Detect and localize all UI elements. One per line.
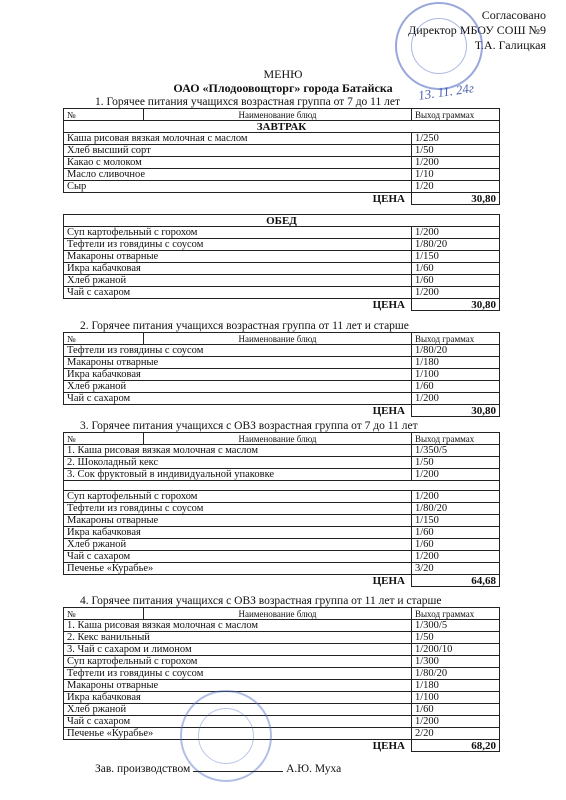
column-header-name: Наименование блюд bbox=[144, 109, 412, 121]
dish-name: 1. Каша рисовая вязкая молочная с маслом bbox=[64, 445, 412, 457]
section4-table bbox=[63, 607, 500, 752]
dish-yield: 1/350/5 bbox=[412, 445, 500, 457]
dish-yield: 1/200 bbox=[412, 491, 500, 503]
section2-heading: 2. Горячее питания учащихся возрастная группа от 11 лет и старше bbox=[80, 320, 409, 332]
dish-yield: 1/100 bbox=[412, 692, 500, 704]
table-row bbox=[64, 275, 500, 287]
dish-yield: 1/200/10 bbox=[412, 644, 500, 656]
dish-name: Чай с сахаром bbox=[64, 393, 412, 405]
dish-yield: 1/80/20 bbox=[412, 503, 500, 515]
price-label: ЦЕНА bbox=[372, 739, 405, 752]
dish-yield: 1/60 bbox=[412, 381, 500, 393]
dish-yield: 1/200 bbox=[412, 716, 500, 728]
dish-yield: 1/200 bbox=[412, 551, 500, 563]
table-row bbox=[64, 632, 500, 644]
dish-yield: 1/50 bbox=[412, 145, 500, 157]
document-title: МЕНЮ bbox=[263, 67, 303, 81]
table-row bbox=[64, 157, 500, 169]
section4-price: 68,20 bbox=[412, 740, 500, 752]
price-label: ЦЕНА bbox=[372, 574, 405, 587]
table-row bbox=[64, 181, 500, 193]
dish-name: 3. Сок фруктовый в индивидуальной упаковке bbox=[64, 469, 412, 481]
column-header-yield: Выход граммах bbox=[412, 608, 500, 620]
table-row bbox=[64, 704, 500, 716]
dish-yield: 1/200 bbox=[412, 157, 500, 169]
dish-yield: 1/180 bbox=[412, 357, 500, 369]
table-row bbox=[64, 369, 500, 381]
dish-name: Печенье «Курабье» bbox=[64, 563, 412, 575]
footer-name: А.Ю. Муха bbox=[286, 763, 342, 775]
dish-yield: 1/300 bbox=[412, 656, 500, 668]
dish-yield: 1/200 bbox=[412, 469, 500, 481]
dish-name: Чай с сахаром bbox=[64, 716, 412, 728]
dish-name: Икра кабачковая bbox=[64, 369, 412, 381]
section4-heading: 4. Горячее питания учащихся с ОВЗ возрастная группа от 11 лет и старше bbox=[80, 595, 442, 607]
section1-heading: 1. Горячее питания учащихся возрастная группа от 7 до 11 лет bbox=[95, 96, 401, 108]
dish-name: Икра кабачковая bbox=[64, 527, 412, 539]
table-row bbox=[64, 527, 500, 539]
table-row bbox=[64, 551, 500, 563]
price-label: ЦЕНА bbox=[372, 192, 405, 205]
dish-yield: 1/200 bbox=[412, 227, 500, 239]
dish-yield: 1/80/20 bbox=[412, 668, 500, 680]
table-row bbox=[64, 644, 500, 656]
dish-yield: 1/50 bbox=[412, 457, 500, 469]
column-header-name: Наименование блюд bbox=[144, 333, 412, 345]
dish-yield: 1/60 bbox=[412, 539, 500, 551]
column-header-name: Наименование блюд bbox=[144, 433, 412, 445]
dish-name: 1. Каша рисовая вязкая молочная с маслом bbox=[64, 620, 412, 632]
table-row bbox=[64, 457, 500, 469]
dish-name: 3. Чай с сахаром и лимоном bbox=[64, 644, 412, 656]
footer-signature bbox=[95, 761, 341, 775]
dish-yield: 1/20 bbox=[412, 181, 500, 193]
section1-lunch-table bbox=[63, 214, 500, 311]
lunch-label: ОБЕД bbox=[64, 215, 500, 227]
section3-heading: 3. Горячее питания учащихся с ОВЗ возрастная группа от 7 до 11 лет bbox=[80, 420, 418, 432]
dish-yield: 1/10 bbox=[412, 169, 500, 181]
table-row bbox=[64, 287, 500, 299]
table-row bbox=[64, 469, 500, 481]
column-header-num: № bbox=[64, 608, 144, 620]
table-row bbox=[64, 680, 500, 692]
section1-breakfast-price: 30,80 bbox=[412, 193, 500, 205]
dish-yield: 1/250 bbox=[412, 133, 500, 145]
dish-name: Хлеб ржаной bbox=[64, 539, 412, 551]
spacer-row bbox=[64, 481, 500, 491]
dish-name: Икра кабачковая bbox=[64, 263, 412, 275]
table-row bbox=[64, 251, 500, 263]
table-row bbox=[64, 169, 500, 181]
section1-breakfast-table bbox=[63, 108, 500, 205]
dish-yield: 1/150 bbox=[412, 251, 500, 263]
table-row bbox=[64, 620, 500, 632]
dish-name: Тефтели из говядины с соусом bbox=[64, 239, 412, 251]
table-row bbox=[64, 716, 500, 728]
dish-name: Хлеб ржаной bbox=[64, 381, 412, 393]
table-row bbox=[64, 728, 500, 740]
dish-name: Масло сливочное bbox=[64, 169, 412, 181]
column-header-num: № bbox=[64, 433, 144, 445]
section1-lunch-price: 30,80 bbox=[412, 299, 500, 311]
dish-name: Хлеб высший сорт bbox=[64, 145, 412, 157]
price-label: ЦЕНА bbox=[372, 298, 405, 311]
column-header-num: № bbox=[64, 109, 144, 121]
column-header-num: № bbox=[64, 333, 144, 345]
dish-name: Суп картофельный с горохом bbox=[64, 656, 412, 668]
table-row bbox=[64, 668, 500, 680]
dish-name: Суп картофельный с горохом bbox=[64, 227, 412, 239]
section2-table bbox=[63, 332, 500, 417]
dish-name: Суп картофельный с горохом bbox=[64, 491, 412, 503]
table-row bbox=[64, 357, 500, 369]
dish-yield: 1/60 bbox=[412, 704, 500, 716]
table-row bbox=[64, 491, 500, 503]
dish-name: Икра кабачковая bbox=[64, 692, 412, 704]
approval-position: Директор МБОУ СОШ №9 bbox=[408, 23, 546, 37]
dish-name: 2. Шоколадный кекс bbox=[64, 457, 412, 469]
dish-name: Макароны отварные bbox=[64, 357, 412, 369]
dish-name: Тефтели из говядины с соусом bbox=[64, 503, 412, 515]
dish-yield: 1/200 bbox=[412, 287, 500, 299]
column-header-yield: Выход граммах bbox=[412, 433, 500, 445]
approval-name: Т.А. Галицкая bbox=[474, 38, 546, 52]
dish-name: Хлеб ржаной bbox=[64, 704, 412, 716]
dish-name: Тефтели из говядины с соусом bbox=[64, 668, 412, 680]
dish-name: Тефтели из говядины с соусом bbox=[64, 345, 412, 357]
dish-name: Печенье «Курабье» bbox=[64, 728, 412, 740]
document-subtitle: ОАО «Плодоовощторг» города Батайска bbox=[173, 81, 393, 95]
dish-yield: 1/150 bbox=[412, 515, 500, 527]
dish-yield: 1/60 bbox=[412, 275, 500, 287]
table-row bbox=[64, 239, 500, 251]
dish-yield: 1/180 bbox=[412, 680, 500, 692]
dish-name: Чай с сахаром bbox=[64, 551, 412, 563]
table-row bbox=[64, 539, 500, 551]
column-header-name: Наименование блюд bbox=[144, 608, 412, 620]
dish-name: Хлеб ржаной bbox=[64, 275, 412, 287]
approval-block bbox=[408, 8, 546, 53]
table-row bbox=[64, 227, 500, 239]
dish-yield: 1/300/5 bbox=[412, 620, 500, 632]
price-label: ЦЕНА bbox=[372, 404, 405, 417]
table-row bbox=[64, 692, 500, 704]
dish-yield: 1/80/20 bbox=[412, 345, 500, 357]
dish-yield: 1/50 bbox=[412, 632, 500, 644]
column-header-yield: Выход граммах bbox=[412, 333, 500, 345]
table-row bbox=[64, 345, 500, 357]
section3-table bbox=[63, 432, 500, 587]
table-row bbox=[64, 393, 500, 405]
table-row bbox=[64, 503, 500, 515]
dish-name: Макароны отварные bbox=[64, 515, 412, 527]
dish-yield: 3/20 bbox=[412, 563, 500, 575]
dish-name: Сыр bbox=[64, 181, 412, 193]
dish-name: Каша рисовая вязкая молочная с маслом bbox=[64, 133, 412, 145]
table-row bbox=[64, 381, 500, 393]
dish-yield: 1/100 bbox=[412, 369, 500, 381]
table-row bbox=[64, 563, 500, 575]
table-row bbox=[64, 133, 500, 145]
dish-yield: 2/20 bbox=[412, 728, 500, 740]
dish-yield: 1/80/20 bbox=[412, 239, 500, 251]
signature-date: 13. 11. 24г bbox=[417, 80, 475, 103]
breakfast-label: ЗАВТРАК bbox=[64, 121, 500, 133]
table-row bbox=[64, 656, 500, 668]
column-header-yield: Выход граммах bbox=[412, 109, 500, 121]
table-row bbox=[64, 445, 500, 457]
table-row bbox=[64, 145, 500, 157]
dish-yield: 1/200 bbox=[412, 393, 500, 405]
dish-name: Макароны отварные bbox=[64, 680, 412, 692]
section2-price: 30,80 bbox=[412, 405, 500, 417]
dish-name: Какао с молоком bbox=[64, 157, 412, 169]
dish-name: Макароны отварные bbox=[64, 251, 412, 263]
dish-yield: 1/60 bbox=[412, 263, 500, 275]
dish-yield: 1/60 bbox=[412, 527, 500, 539]
dish-name: Чай с сахаром bbox=[64, 287, 412, 299]
table-row bbox=[64, 263, 500, 275]
section3-price: 64,68 bbox=[412, 575, 500, 587]
footer-role: Зав. производством bbox=[95, 763, 191, 775]
approval-label: Согласовано bbox=[481, 8, 546, 22]
signature-line bbox=[193, 761, 283, 772]
table-row bbox=[64, 515, 500, 527]
dish-name: 2. Кекс ванильный bbox=[64, 632, 412, 644]
